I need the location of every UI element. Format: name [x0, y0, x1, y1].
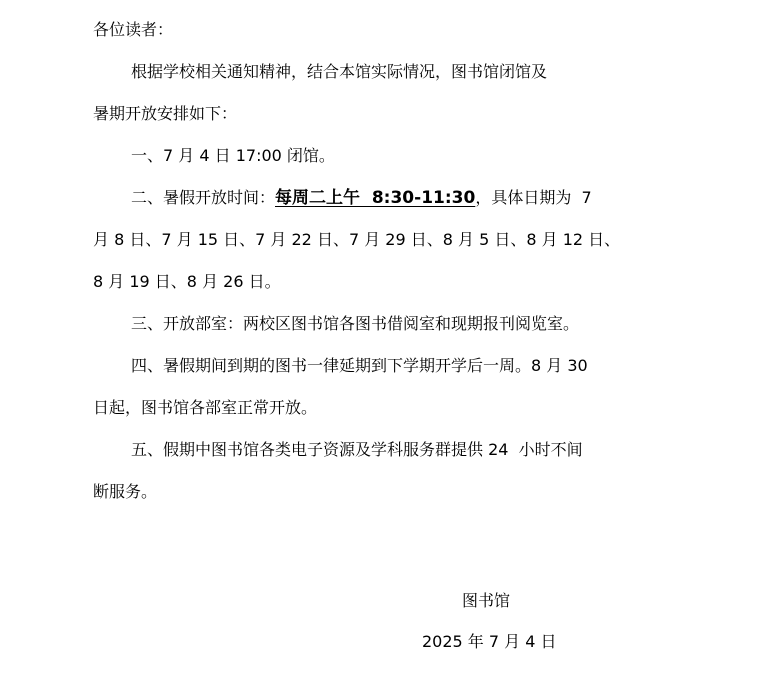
- signature-library: 图书馆: [462, 591, 511, 610]
- item-2-suffix: ，具体日期为 7: [475, 188, 592, 207]
- salutation: 各位读者：: [93, 20, 174, 39]
- item-1-closing-time: 一、7 月 4 日 17:00 闭馆。: [131, 146, 335, 165]
- item-4-line-2: 日起，图书馆各部室正常开放。: [93, 398, 318, 417]
- item-5-line-2: 断服务。: [93, 482, 158, 501]
- item-3-open-rooms: 三、开放部室：两校区图书馆各图书借阅室和现期报刊阅览室。: [131, 314, 580, 333]
- notice-date: 2025 年 7 月 4 日: [422, 632, 557, 651]
- intro-paragraph-line-1: 根据学校相关通知精神，结合本馆实际情况，图书馆闭馆及: [131, 62, 548, 81]
- item-2-opening-hours-highlight: 每周二上午 8:30-11:30: [275, 188, 476, 208]
- item-2-prefix: 二、暑假开放时间：: [131, 188, 276, 207]
- item-5-line-1: 五、假期中图书馆各类电子资源及学科服务群提供 24 小时不间: [131, 440, 583, 459]
- intro-paragraph-line-2: 暑期开放安排如下：: [93, 104, 238, 123]
- item-2-line-3-dates: 8 月 19 日、8 月 26 日。: [93, 272, 281, 291]
- item-2-line-2-dates: 月 8 日、7 月 15 日、7 月 22 日、7 月 29 日、8 月 5 日、8 月 12 日、: [93, 230, 621, 249]
- item-4-line-1: 四、暑假期间到期的图书一律延期到下学期开学后一周。8 月 30: [131, 356, 588, 375]
- item-2-line-1: [131, 186, 592, 210]
